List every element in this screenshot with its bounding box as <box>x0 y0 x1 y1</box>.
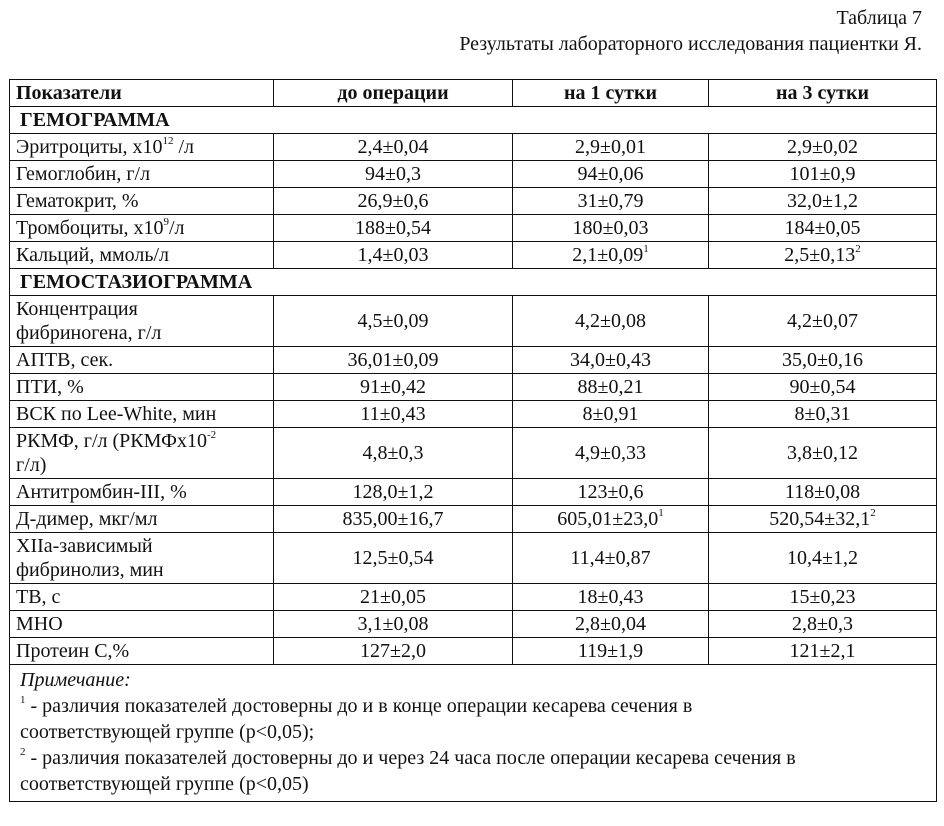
indicator-label-line2: г/л) <box>16 454 47 476</box>
value-cell <box>709 611 937 638</box>
table-row <box>10 638 937 665</box>
value-cell <box>274 242 513 269</box>
value-cell <box>513 428 709 479</box>
value-cell <box>513 584 709 611</box>
value-text: 94±0,3 <box>365 163 421 185</box>
value-text: 2,9±0,02 <box>787 136 858 158</box>
value-text: 128,0±1,2 <box>352 481 434 503</box>
table-row <box>10 428 937 479</box>
value-text: 21±0,05 <box>360 586 426 608</box>
indicator-label: Протеин С,% <box>16 640 130 662</box>
table-row <box>10 161 937 188</box>
value-text: 2,8±0,3 <box>792 613 853 635</box>
table-row <box>10 374 937 401</box>
value-cell <box>709 506 937 533</box>
value-cell <box>709 428 937 479</box>
value-text: 188±0,54 <box>355 217 431 239</box>
value-cell <box>274 611 513 638</box>
value-text: 2,1±0,09 <box>572 244 644 266</box>
value-cell <box>709 296 937 347</box>
indicator-unit: /л <box>173 136 195 158</box>
value-text: 35,0±0,16 <box>782 349 863 371</box>
hemostasis-rows <box>10 296 937 665</box>
indicator-unit: /л <box>169 217 185 239</box>
indicator-label: Кальций, ммоль/л <box>16 244 170 266</box>
value-text: 8±0,91 <box>582 403 639 425</box>
table-title: Результаты лабораторного исследования пациентки Я. <box>459 33 922 55</box>
indicator-exponent: 9 <box>163 216 169 228</box>
value-cell <box>709 134 937 161</box>
value-cell <box>709 479 937 506</box>
value-cell <box>274 638 513 665</box>
value-cell <box>274 296 513 347</box>
value-cell <box>709 374 937 401</box>
table-row <box>10 242 937 269</box>
table-row <box>10 188 937 215</box>
value-text: 127±2,0 <box>360 640 426 662</box>
value-text: 91±0,42 <box>360 376 426 398</box>
value-cell <box>513 374 709 401</box>
note-text: - различия показателей достоверны до и в конце операции кесарева сечения в <box>25 695 693 717</box>
indicator-cell <box>10 347 274 374</box>
column-header-day-1: на 1 сутки <box>513 80 709 107</box>
indicator-cell <box>10 134 274 161</box>
value-cell <box>513 188 709 215</box>
value-text: 180±0,03 <box>572 217 649 239</box>
note-text-continued: соответствующей группе (p<0,05); <box>20 721 315 743</box>
value-cell <box>709 533 937 584</box>
indicator-cell <box>10 533 274 584</box>
table-row <box>10 134 937 161</box>
value-text: 520,54±32,1 <box>769 508 871 530</box>
indicator-cell <box>10 506 274 533</box>
value-text: 119±1,9 <box>577 640 644 662</box>
indicator-cell <box>10 296 274 347</box>
significance-marker: 1 <box>658 507 664 519</box>
indicator-cell <box>10 215 274 242</box>
value-cell <box>274 401 513 428</box>
value-text: 94±0,06 <box>577 163 644 185</box>
value-cell <box>274 188 513 215</box>
value-text: 2,9±0,01 <box>575 136 646 158</box>
indicator-exponent: -2 <box>206 429 217 441</box>
value-cell <box>274 374 513 401</box>
value-text: 4,8±0,3 <box>362 442 424 464</box>
value-text: 2,8±0,04 <box>575 613 646 635</box>
indicator-label-line2: фибриногена, г/л <box>16 322 162 344</box>
notes-row <box>10 665 937 802</box>
value-cell <box>513 479 709 506</box>
indicator-cell <box>10 428 274 479</box>
lab-results-table <box>9 79 937 802</box>
value-text: 4,5±0,09 <box>357 310 429 332</box>
indicator-label: XIIa-зависимый <box>16 535 153 557</box>
indicator-cell <box>10 374 274 401</box>
value-text: 2,5±0,13 <box>784 244 856 266</box>
value-cell <box>274 161 513 188</box>
value-cell <box>274 479 513 506</box>
value-cell <box>274 533 513 584</box>
table-row <box>10 347 937 374</box>
value-text: 90±0,54 <box>789 376 856 398</box>
indicator-label: Тромбоциты, x10 <box>16 217 164 239</box>
value-text: 4,9±0,33 <box>575 442 646 464</box>
header-row <box>10 80 937 107</box>
indicator-label: Д-димер, мкг/мл <box>16 508 158 530</box>
value-cell <box>274 215 513 242</box>
note-text: - различия показателей достоверны до и через 24 часа после операции кесарева сечения в <box>25 747 796 769</box>
value-text: 118±0,08 <box>784 481 861 503</box>
value-text: 8±0,31 <box>794 403 851 425</box>
table-row <box>10 296 937 347</box>
table-row <box>10 401 937 428</box>
indicator-cell <box>10 161 274 188</box>
value-text: 88±0,21 <box>577 376 644 398</box>
value-text: 101±0,9 <box>789 163 856 185</box>
value-cell <box>274 347 513 374</box>
indicator-label: ПТИ, % <box>16 376 84 398</box>
value-text: 36,01±0,09 <box>347 349 439 371</box>
value-cell <box>513 347 709 374</box>
value-text: 4,2±0,08 <box>575 310 646 332</box>
note-marker: 1 <box>20 694 26 706</box>
value-cell <box>709 347 937 374</box>
table-number: Таблица 7 <box>836 7 922 29</box>
indicator-label: РКМФ, г/л (РКМФx10 <box>16 430 207 452</box>
table-row <box>10 215 937 242</box>
value-cell <box>274 428 513 479</box>
value-text: 835,00±16,7 <box>342 508 444 530</box>
value-cell <box>274 134 513 161</box>
indicator-label: АПТВ, сек. <box>16 349 114 371</box>
note-text-continued: соответствующей группе (p<0,05) <box>20 773 309 795</box>
indicator-label: Антитромбин-III, % <box>16 481 187 503</box>
indicator-cell <box>10 479 274 506</box>
hemogram-rows <box>10 134 937 269</box>
table-row <box>10 611 937 638</box>
indicator-label: Гематокрит, % <box>16 190 139 212</box>
value-cell <box>513 638 709 665</box>
value-cell <box>709 584 937 611</box>
significance-marker: 1 <box>643 243 649 255</box>
value-text: 2,4±0,04 <box>357 136 429 158</box>
significance-marker: 2 <box>855 243 861 255</box>
note-item-1 <box>20 693 930 719</box>
value-cell <box>513 296 709 347</box>
value-cell <box>709 161 937 188</box>
section-row-hemostasis <box>10 269 937 296</box>
value-cell <box>513 401 709 428</box>
value-text: 10,4±1,2 <box>787 547 858 569</box>
column-header-before-surgery: до операции <box>274 80 513 107</box>
value-text: 121±2,1 <box>789 640 856 662</box>
value-text: 605,01±23,0 <box>557 508 659 530</box>
value-text: 3,8±0,12 <box>787 442 858 464</box>
column-header-day-3: на 3 сутки <box>709 80 937 107</box>
indicator-label: Концентрация <box>16 298 138 320</box>
value-cell <box>709 401 937 428</box>
section-title-hemogram: ГЕМОГРАММА <box>10 107 937 134</box>
value-text: 1,4±0,03 <box>357 244 429 266</box>
indicator-cell <box>10 611 274 638</box>
indicator-exponent: 12 <box>162 135 174 147</box>
value-text: 184±0,05 <box>784 217 861 239</box>
section-title-hemostasis: ГЕМОСТАЗИОГРАММА <box>10 269 937 296</box>
indicator-cell <box>10 242 274 269</box>
indicator-label: МНО <box>16 613 63 635</box>
value-cell <box>709 242 937 269</box>
table-row <box>10 584 937 611</box>
note-item-2 <box>20 745 930 771</box>
indicator-cell <box>10 188 274 215</box>
table-row <box>10 479 937 506</box>
value-cell <box>513 611 709 638</box>
value-cell <box>274 506 513 533</box>
indicator-label: ВСК по Lee-White, мин <box>16 403 217 425</box>
value-text: 31±0,79 <box>577 190 644 212</box>
column-header-indicator: Показатели <box>10 80 274 107</box>
value-text: 34,0±0,43 <box>570 349 651 371</box>
section-row-hemogram <box>10 107 937 134</box>
significance-marker: 2 <box>870 507 876 519</box>
value-text: 32,0±1,2 <box>787 190 858 212</box>
value-text: 3,1±0,08 <box>357 613 429 635</box>
value-cell <box>513 161 709 188</box>
value-text: 15±0,23 <box>789 586 856 608</box>
note-marker: 2 <box>20 746 26 758</box>
value-text: 26,9±0,6 <box>357 190 429 212</box>
value-cell <box>513 134 709 161</box>
indicator-cell <box>10 401 274 428</box>
value-text: 11±0,43 <box>360 403 426 425</box>
indicator-cell <box>10 584 274 611</box>
indicator-label: ТВ, с <box>16 586 61 608</box>
indicator-label-line2: фибринолиз, мин <box>16 559 164 581</box>
table-row <box>10 533 937 584</box>
value-text: 123±0,6 <box>577 481 644 503</box>
indicator-label: Эритроциты, x10 <box>16 136 163 158</box>
value-cell <box>274 584 513 611</box>
value-cell <box>513 242 709 269</box>
value-cell <box>513 533 709 584</box>
value-text: 11,4±0,87 <box>570 547 651 569</box>
notes-heading: Примечание: <box>20 669 131 691</box>
value-cell <box>513 215 709 242</box>
value-cell <box>709 188 937 215</box>
table-row <box>10 506 937 533</box>
value-text: 18±0,43 <box>577 586 644 608</box>
notes-cell <box>10 665 937 802</box>
value-cell <box>709 638 937 665</box>
indicator-cell <box>10 638 274 665</box>
value-cell <box>513 506 709 533</box>
value-text: 4,2±0,07 <box>787 310 858 332</box>
value-text: 12,5±0,54 <box>352 547 434 569</box>
value-cell <box>709 215 937 242</box>
indicator-label: Гемоглобин, г/л <box>16 163 151 185</box>
